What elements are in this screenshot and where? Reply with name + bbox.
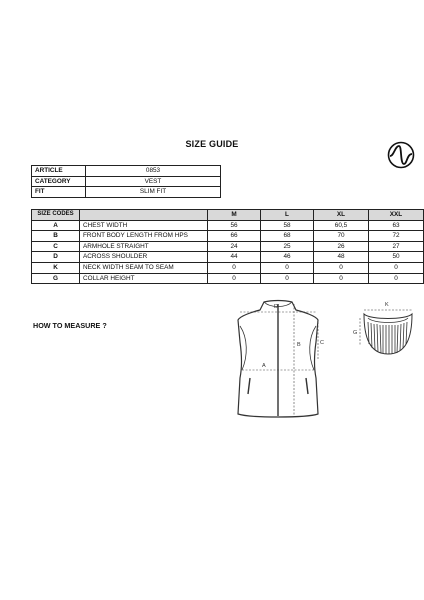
info-label: ARTICLE [32, 166, 86, 177]
measure-description: COLLAR HEIGHT [80, 273, 208, 284]
measure-value: 68 [261, 231, 314, 242]
header-size: L [261, 210, 314, 221]
size-code: G [32, 273, 80, 284]
collar-diagram [352, 298, 420, 360]
measure-value: 24 [208, 241, 261, 252]
article-info-table [31, 165, 221, 198]
vest-diagram [226, 298, 332, 426]
info-value: SLIM FIT [86, 187, 221, 198]
measure-value: 0 [261, 273, 314, 284]
size-code: B [32, 231, 80, 242]
label-d: D [274, 304, 278, 310]
info-row-article [32, 166, 221, 177]
table-row [32, 241, 424, 252]
measure-value: 0 [261, 262, 314, 273]
measure-value: 70 [314, 231, 369, 242]
measure-description: ARMHOLE STRAIGHT [80, 241, 208, 252]
size-table-header [32, 210, 424, 221]
how-to-measure-heading: HOW TO MEASURE ? [33, 321, 107, 330]
table-row [32, 262, 424, 273]
measure-value: 26 [314, 241, 369, 252]
measure-value: 60,5 [314, 220, 369, 231]
header-size: M [208, 210, 261, 221]
info-row-fit [32, 187, 221, 198]
header-size: XXL [369, 210, 424, 221]
vest-pocket [306, 378, 308, 394]
measure-description: NECK WIDTH SEAM TO SEAM [80, 262, 208, 273]
info-label: FIT [32, 187, 86, 198]
measure-value: 63 [369, 220, 424, 231]
measure-value: 56 [208, 220, 261, 231]
header-size-codes: SIZE CODES [32, 210, 80, 221]
measure-value: 72 [369, 231, 424, 242]
label-a: A [262, 363, 266, 369]
measure-description: ACROSS SHOULDER [80, 252, 208, 263]
measure-value: 50 [369, 252, 424, 263]
measure-value: 46 [261, 252, 314, 263]
measure-value: 0 [369, 273, 424, 284]
info-value: VEST [86, 176, 221, 187]
table-row [32, 220, 424, 231]
measure-value: 0 [208, 273, 261, 284]
header-size: XL [314, 210, 369, 221]
page-title: SIZE GUIDE [185, 139, 239, 149]
table-row [32, 231, 424, 242]
size-code: A [32, 220, 80, 231]
measure-description: FRONT BODY LENGTH FROM HPS [80, 231, 208, 242]
size-table [31, 209, 424, 284]
label-g: G [353, 330, 358, 336]
size-code: C [32, 241, 80, 252]
label-c: C [320, 340, 324, 346]
measure-description: CHEST WIDTH [80, 220, 208, 231]
size-code: K [32, 262, 80, 273]
info-row-category [32, 176, 221, 187]
info-value: 0853 [86, 166, 221, 177]
vest-pocket [248, 378, 250, 394]
header-description [80, 210, 208, 221]
measure-value: 0 [314, 262, 369, 273]
label-k: K [385, 302, 389, 308]
table-row [32, 252, 424, 263]
table-row [32, 273, 424, 284]
measure-value: 48 [314, 252, 369, 263]
measure-value: 66 [208, 231, 261, 242]
measure-value: 25 [261, 241, 314, 252]
brand-wave-circle-icon [387, 141, 415, 169]
info-label: CATEGORY [32, 176, 86, 187]
measure-value: 58 [261, 220, 314, 231]
measure-value: 44 [208, 252, 261, 263]
measure-value: 0 [208, 262, 261, 273]
label-b: B [297, 342, 301, 348]
measure-value: 0 [369, 262, 424, 273]
measure-value: 27 [369, 241, 424, 252]
measure-value: 0 [314, 273, 369, 284]
size-code: D [32, 252, 80, 263]
